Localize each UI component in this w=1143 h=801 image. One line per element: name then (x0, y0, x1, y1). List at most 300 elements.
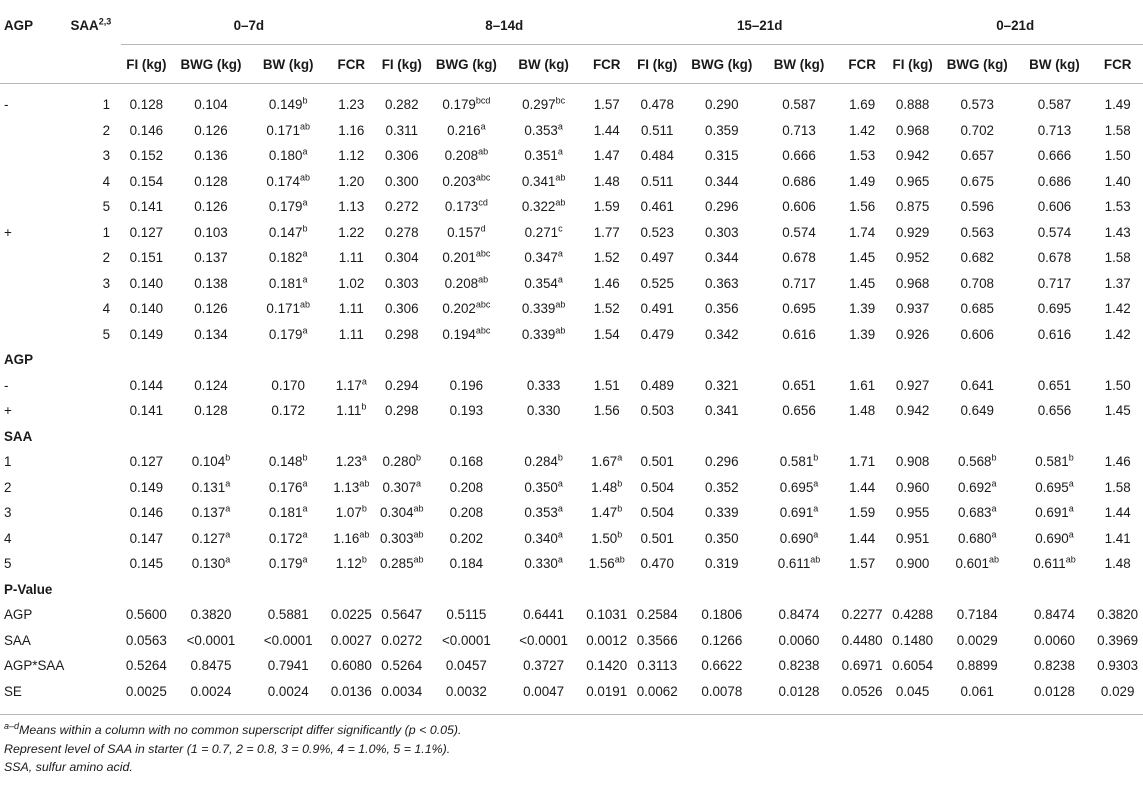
cell-number: 0.666 (1037, 148, 1072, 164)
cell-value (377, 194, 427, 220)
cell-number: 0.690 (779, 530, 814, 546)
cell-value (506, 194, 582, 220)
cell-number: 0.491 (640, 301, 674, 317)
cell-value (506, 679, 582, 705)
cell-superscript: ab (413, 554, 424, 565)
cell-number: 0.0029 (956, 632, 998, 648)
cell-number: 0.140 (129, 301, 164, 317)
cell-value (581, 169, 632, 195)
cell-number: 0.691 (1035, 505, 1069, 521)
cell-number: 0.682 (960, 250, 994, 266)
cell-value (887, 500, 937, 526)
cell-agp: 1 (4, 454, 12, 470)
cell-value (427, 220, 506, 246)
cell-number: 1.13 (338, 199, 365, 215)
cell-number: 1.74 (849, 224, 876, 240)
cell-number: 0.616 (782, 326, 816, 342)
cell-value (581, 449, 632, 475)
cell-number: 0.0032 (445, 683, 487, 699)
cell-value (887, 475, 937, 501)
cell-value (326, 373, 377, 399)
table-row (0, 245, 1143, 271)
cell-number: 0.501 (640, 530, 674, 546)
cell-number: 1.52 (593, 301, 620, 317)
cell-number: 0.137 (191, 505, 226, 521)
cell-saa (61, 628, 122, 654)
cell-number: 1.44 (1104, 505, 1131, 521)
cell-number: 0.601 (955, 556, 989, 572)
cell-number: 0.149 (268, 97, 303, 113)
cell-number: 0.0563 (125, 632, 167, 648)
cell-value (1092, 169, 1143, 195)
cell-number: 0.173 (444, 199, 479, 215)
cell-value (837, 679, 888, 705)
header-period-0-7: 0–7d (121, 6, 376, 45)
cell-superscript: abc (475, 172, 491, 183)
table-row (0, 271, 1143, 297)
cell-value (887, 449, 937, 475)
cell-value (1017, 602, 1093, 628)
cell-number: 0.304 (385, 250, 419, 266)
cell-number: 1.22 (338, 224, 365, 240)
cell-superscript: a (302, 503, 308, 514)
cell-number: 0.208 (449, 505, 484, 521)
cell-value (1092, 526, 1143, 552)
cell-value (506, 526, 582, 552)
cell-number: 1.42 (849, 122, 876, 138)
cell-number: <0.0001 (263, 632, 313, 648)
cell-value (938, 143, 1017, 169)
cell-superscript: b (1068, 452, 1074, 463)
cell-number: 1.47 (593, 148, 620, 164)
cell-value (326, 169, 377, 195)
cell-value (326, 475, 377, 501)
cell-value (837, 169, 888, 195)
section-label: P-Value (4, 581, 53, 597)
cell-superscript: ab (478, 274, 489, 285)
cell-value (250, 245, 326, 271)
cell-number: 0.0025 (125, 683, 167, 699)
cell-value (581, 271, 632, 297)
cell-value (427, 373, 506, 399)
cell-number: 0.128 (129, 97, 164, 113)
cell-value (377, 322, 427, 348)
cell-agp (0, 322, 61, 348)
cell-value (506, 602, 582, 628)
cell-value (938, 500, 1017, 526)
cell-number: 0.717 (782, 275, 816, 291)
header-fi: FI (kg) (377, 45, 427, 84)
cell-value (632, 449, 682, 475)
cell-value (938, 628, 1017, 654)
header-saa (61, 6, 122, 45)
cell-number: 0.172 (271, 403, 305, 419)
cell-value (837, 526, 888, 552)
cell-saa (61, 526, 122, 552)
cell-number: 0.146 (129, 122, 164, 138)
cell-saa: 5 (102, 326, 111, 342)
cell-value (837, 449, 888, 475)
cell-number: 0.616 (1037, 326, 1072, 342)
cell-value (250, 194, 326, 220)
cell-value (121, 245, 171, 271)
header-fcr: FCR (326, 45, 377, 84)
cell-superscript: ab (555, 197, 566, 208)
header-blank (61, 45, 122, 84)
cell-number: 0.203 (442, 173, 476, 189)
cell-value (581, 118, 632, 144)
cell-number: 0.128 (194, 403, 228, 419)
cell-value (250, 551, 326, 577)
header-fi: FI (kg) (121, 45, 171, 84)
cell-number: 1.56 (849, 199, 876, 215)
cell-value (761, 169, 837, 195)
header-bw: BW (kg) (506, 45, 582, 84)
cell-value (581, 526, 632, 552)
cell-value (506, 628, 582, 654)
cell-number: 0.3820 (190, 607, 232, 623)
cell-number: 0.171 (266, 301, 300, 317)
cell-value (887, 169, 937, 195)
cell-value (172, 143, 251, 169)
cell-superscript: ab (359, 478, 370, 489)
cell-value (632, 526, 682, 552)
footnote-ssa: SSA, sulfur amino acid. (4, 760, 133, 774)
cell-value (632, 169, 682, 195)
cell-number: 0.695 (1037, 301, 1072, 317)
cell-value (682, 500, 761, 526)
cell-superscript: a (557, 146, 563, 157)
cell-value (632, 143, 682, 169)
cell-value (172, 602, 251, 628)
cell-number: 0.341 (521, 173, 556, 189)
cell-value (172, 373, 251, 399)
cell-value (837, 628, 888, 654)
cell-number: 0.692 (957, 479, 992, 495)
cell-number: 1.37 (1104, 275, 1131, 291)
cell-value (377, 245, 427, 271)
cell-value (887, 296, 937, 322)
cell-number: 0.581 (779, 454, 814, 470)
cell-value (837, 194, 888, 220)
table-row (0, 220, 1143, 246)
cell-number: 0.148 (268, 454, 303, 470)
cell-number: 0.695 (779, 479, 814, 495)
cell-value (172, 84, 251, 118)
cell-number: 0.4288 (892, 607, 934, 623)
table-row (0, 551, 1143, 577)
cell-number: 0.341 (705, 403, 739, 419)
cell-number: <0.0001 (519, 632, 568, 648)
cell-number: 0.339 (705, 505, 739, 521)
footnote-text: Means within a column with no common superscript differ significantly (p < 0.05). (19, 723, 462, 737)
cell-value (761, 194, 837, 220)
cell-agp: + (4, 224, 12, 240)
cell-agp (0, 271, 61, 297)
cell-value (326, 84, 377, 118)
cell-value (377, 475, 427, 501)
cell-number: 0.0024 (190, 683, 232, 699)
cell-number: 1.48 (591, 479, 618, 495)
cell-number: 1.58 (1104, 479, 1131, 495)
cell-value (682, 296, 761, 322)
cell-value (682, 602, 761, 628)
cell-agp: SAA (4, 632, 31, 648)
cell-number: 0.285 (380, 556, 414, 572)
cell-value (506, 475, 582, 501)
cell-number: 0.146 (129, 505, 164, 521)
cell-value (581, 500, 632, 526)
cell-agp: 4 (4, 530, 12, 546)
cell-number: 0.202 (449, 530, 484, 546)
header-period-15-21: 15–21d (632, 6, 887, 45)
cell-value (121, 373, 171, 399)
cell-number: 0.5881 (267, 607, 309, 623)
cell-number: 0.695 (1035, 479, 1069, 495)
cell-number: 0.5600 (125, 607, 167, 623)
footnote-significance (4, 721, 1143, 740)
cell-number: 0.182 (268, 250, 303, 266)
cell-superscript: ab (614, 554, 625, 565)
cell-value (938, 653, 1017, 679)
cell-superscript: b (557, 452, 563, 463)
cell-value (172, 118, 251, 144)
cell-value (938, 220, 1017, 246)
cell-superscript: a (617, 452, 623, 463)
cell-value (837, 84, 888, 118)
table-row (0, 296, 1143, 322)
cell-superscript: b (991, 452, 997, 463)
cell-value (121, 220, 171, 246)
cell-value (632, 296, 682, 322)
cell-value (121, 322, 171, 348)
cell-value (427, 628, 506, 654)
header-period-0-21: 0–21d (887, 6, 1143, 45)
cell-number: 0.306 (385, 148, 419, 164)
cell-value (887, 551, 937, 577)
cell-number: 1.71 (849, 454, 876, 470)
cell-value (632, 653, 682, 679)
cell-number: 1.20 (338, 173, 365, 189)
cell-saa (61, 602, 122, 628)
cell-value (377, 602, 427, 628)
cell-number: 0.131 (191, 479, 226, 495)
cell-number: 0.149 (129, 479, 164, 495)
cell-number: 1.44 (593, 122, 620, 138)
cell-number: 1.23 (335, 454, 362, 470)
cell-number: 1.42 (1104, 301, 1131, 317)
cell-number: 1.11 (336, 403, 362, 419)
cell-number: 0.611 (777, 556, 811, 572)
cell-number: 0.196 (449, 377, 484, 393)
cell-number: 1.58 (1104, 122, 1131, 138)
cell-superscript: a (361, 376, 367, 387)
cell-superscript: b (361, 401, 367, 412)
cell-number: 0.208 (444, 275, 479, 291)
cell-number: 1.40 (1104, 173, 1131, 189)
cell-number: 1.07 (335, 505, 362, 521)
cell-number: 0.363 (705, 275, 739, 291)
cell-number: 0.172 (268, 530, 303, 546)
cell-number: 0.6622 (701, 658, 743, 674)
cell-value (250, 373, 326, 399)
cell-superscript: a (991, 478, 997, 489)
cell-agp (0, 245, 61, 271)
cell-number: 0.8474 (1033, 607, 1075, 623)
cell-number: 0.942 (895, 403, 930, 419)
cell-number: 1.59 (593, 199, 620, 215)
cell-agp: 2 (4, 479, 12, 495)
cell-value (250, 475, 326, 501)
cell-superscript: b (225, 452, 231, 463)
cell-superscript: ab (359, 529, 370, 540)
cell-value (1092, 245, 1143, 271)
cell-value (250, 296, 326, 322)
table-body (0, 84, 1143, 705)
cell-value (1092, 500, 1143, 526)
cell-number: 0.685 (960, 301, 994, 317)
cell-value (1092, 194, 1143, 220)
cell-value (887, 84, 937, 118)
cell-number: 0.656 (782, 403, 816, 419)
cell-number: 0.061 (960, 683, 994, 699)
cell-superscript: bc (555, 95, 566, 106)
cell-number: 0.691 (779, 505, 814, 521)
cell-value (682, 143, 761, 169)
cell-number: 0.0272 (381, 632, 423, 648)
cell-value (1017, 245, 1093, 271)
cell-value (632, 398, 682, 424)
cell-number: 0.461 (640, 199, 674, 215)
section-row-saa (0, 424, 1143, 450)
cell-number: 0.0062 (636, 683, 678, 699)
cell-agp: 3 (4, 505, 12, 521)
cell-value (172, 220, 251, 246)
cell-superscript: ab (413, 503, 424, 514)
cell-value (938, 169, 1017, 195)
cell-superscript: b (617, 503, 623, 514)
cell-value (581, 602, 632, 628)
cell-value (632, 245, 682, 271)
header-blank (0, 45, 61, 84)
cell-number: 0.511 (640, 173, 674, 189)
cell-number: 0.147 (129, 530, 164, 546)
cell-value (938, 373, 1017, 399)
cell-value (326, 296, 377, 322)
cell-number: 1.11 (338, 301, 364, 317)
cell-number: 0.606 (1037, 199, 1072, 215)
cell-number: 0.0012 (586, 632, 628, 648)
cell-value (1092, 653, 1143, 679)
cell-number: 0.6971 (841, 658, 883, 674)
cell-superscript: ab (478, 146, 489, 157)
cell-saa: 4 (102, 301, 111, 317)
cell-number: 0.0047 (523, 683, 565, 699)
cell-value (377, 526, 427, 552)
cell-value (172, 398, 251, 424)
cell-value (172, 271, 251, 297)
cell-saa (61, 653, 122, 679)
cell-value (506, 551, 582, 577)
cell-number: 0.525 (640, 275, 674, 291)
cell-number: 0.0128 (1033, 683, 1075, 699)
cell-number: 0.179 (268, 326, 303, 342)
cell-number: 0.713 (1037, 122, 1072, 138)
cell-number: 0.1806 (701, 607, 743, 623)
cell-saa: 2 (102, 122, 111, 138)
cell-value (837, 475, 888, 501)
cell-number: 0.126 (194, 301, 228, 317)
cell-number: 0.290 (705, 97, 739, 113)
cell-number: 0.184 (449, 556, 484, 572)
cell-number: 0.344 (705, 173, 739, 189)
cell-value (632, 679, 682, 705)
cell-number: 1.17 (335, 377, 362, 393)
cell-number: 1.61 (849, 377, 876, 393)
cell-value (172, 500, 251, 526)
cell-number: 0.951 (895, 530, 930, 546)
cell-value (632, 373, 682, 399)
cell-number: 0.8474 (778, 607, 820, 623)
cell-number: 0.216 (447, 122, 481, 138)
cell-value (761, 449, 837, 475)
cell-saa (61, 398, 122, 424)
table-row (0, 679, 1143, 705)
cell-value (581, 679, 632, 705)
cell-saa: 2 (102, 250, 111, 266)
cell-value (837, 296, 888, 322)
cell-number: 0.181 (268, 275, 303, 291)
cell-number: 0.168 (449, 454, 484, 470)
cell-number: 0.3820 (1097, 607, 1139, 623)
cell-value (172, 194, 251, 220)
cell-superscript: ab (299, 299, 310, 310)
header-fi: FI (kg) (887, 45, 937, 84)
cell-number: 0.1480 (892, 632, 934, 648)
cell-saa (61, 551, 122, 577)
section-label: AGP (4, 352, 34, 368)
cell-number: 0.321 (705, 377, 739, 393)
cell-number: 1.45 (1104, 403, 1131, 419)
cell-value (121, 398, 171, 424)
cell-number: 0.149 (129, 326, 164, 342)
cell-value (1017, 220, 1093, 246)
cell-number: 0.138 (194, 275, 228, 291)
cell-value (682, 84, 761, 118)
table-row (0, 169, 1143, 195)
cell-number: 0.0457 (445, 658, 487, 674)
cell-value (761, 653, 837, 679)
cell-value (377, 296, 427, 322)
cell-number: 0.201 (442, 250, 476, 266)
cell-value (887, 271, 937, 297)
cell-value (938, 526, 1017, 552)
cell-value (761, 373, 837, 399)
cell-value (1092, 679, 1143, 705)
cell-number: 1.51 (593, 377, 620, 393)
cell-saa (61, 679, 122, 705)
cell-value (326, 322, 377, 348)
cell-number: 0.2584 (636, 607, 678, 623)
cell-number: 0.170 (271, 377, 305, 393)
cell-number: 0.339 (521, 326, 556, 342)
cell-superscript: b (813, 452, 819, 463)
header-row-periods (0, 6, 1143, 45)
cell-number: 1.48 (593, 173, 620, 189)
cell-value (172, 296, 251, 322)
cell-value (887, 628, 937, 654)
cell-number: 0.686 (782, 173, 816, 189)
